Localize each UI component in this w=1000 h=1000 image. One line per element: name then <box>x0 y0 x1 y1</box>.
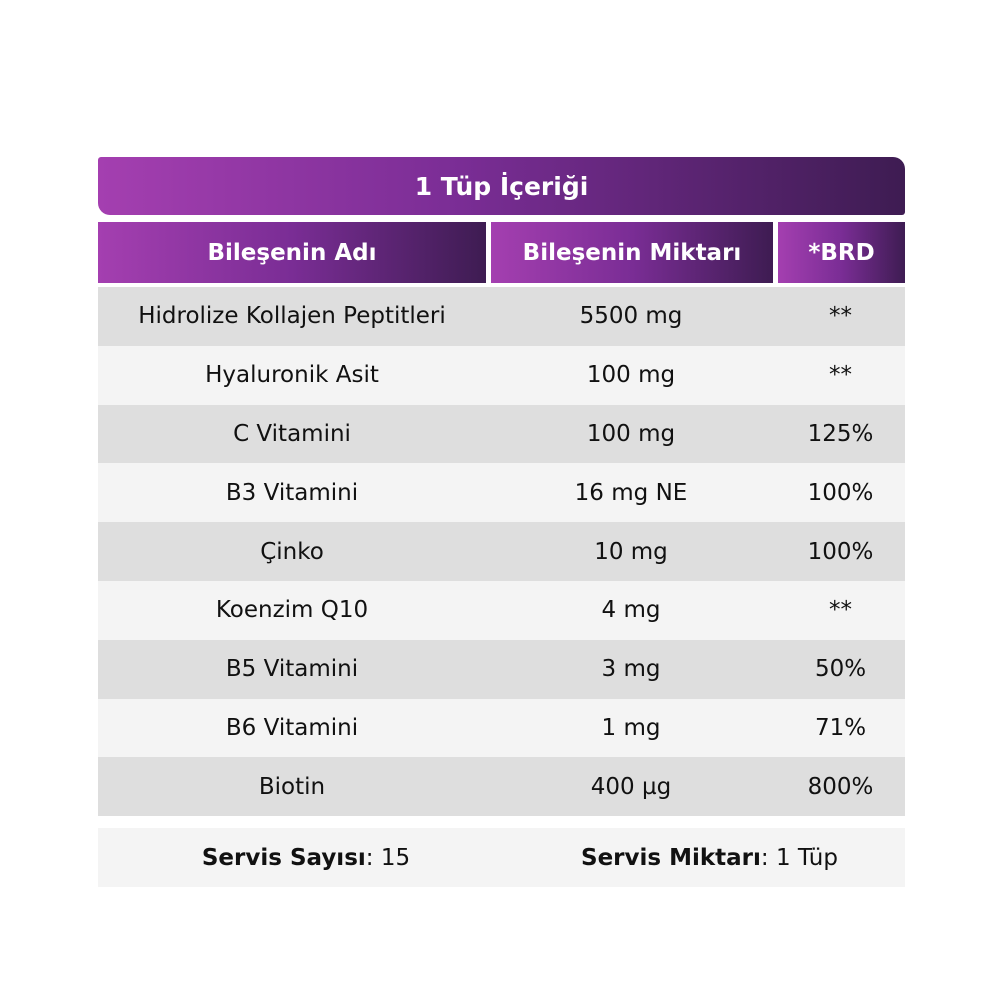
ingredient-brd: 71% <box>814 714 867 741</box>
ingredient-amount: 100 mg <box>586 420 676 447</box>
ingredient-name: Hyaluronik Asit <box>205 362 379 389</box>
table-row <box>98 405 905 464</box>
ingredient-name: B5 Vitamini <box>225 656 359 683</box>
servings-value: 15 <box>380 844 411 871</box>
column-header-amount: Bileşenin Miktarı <box>491 222 773 283</box>
serving-size-value: 1 Tüp <box>775 844 838 871</box>
ingredient-amount: 400 µg <box>590 773 672 800</box>
ingredient-table-body <box>98 287 905 816</box>
ingredient-name: Biotin <box>258 773 326 800</box>
ingredient-name: C Vitamini <box>233 420 351 447</box>
serving-size-label: Servis Miktarı <box>581 844 761 871</box>
table-row <box>98 522 905 581</box>
table-row <box>98 640 905 699</box>
ingredient-brd: 50% <box>814 656 867 683</box>
ingredient-name: B6 Vitamini <box>225 714 359 741</box>
ingredient-brd: 125% <box>807 420 874 447</box>
ingredient-brd: ** <box>829 597 852 624</box>
table-row <box>98 463 905 522</box>
ingredient-amount: 3 mg <box>601 656 661 683</box>
ingredient-amount: 16 mg NE <box>574 479 688 506</box>
column-header-name: Bileşenin Adı <box>98 222 486 283</box>
ingredient-name: B3 Vitamini <box>225 479 359 506</box>
table-title: 1 Tüp İçeriği <box>98 157 905 215</box>
ingredient-name: Koenzim Q10 <box>215 597 369 624</box>
ingredient-amount: 100 mg <box>586 362 676 389</box>
table-row <box>98 757 905 816</box>
servings-label: Servis Sayısı <box>201 844 366 871</box>
table-row <box>98 287 905 346</box>
ingredient-amount: 5500 mg <box>579 303 683 330</box>
ingredient-name: Çinko <box>260 538 324 565</box>
ingredient-brd: 800% <box>807 773 874 800</box>
column-header-brd: *BRD <box>778 222 905 283</box>
table-row <box>98 581 905 640</box>
servings-count: Servis Sayısı: 15 <box>201 844 411 871</box>
ingredient-amount: 4 mg <box>601 597 661 624</box>
ingredient-amount: 10 mg <box>594 538 668 565</box>
ingredient-name: Hidrolize Kollajen Peptitleri <box>138 303 446 330</box>
serving-size: Servis Miktarı: 1 Tüp <box>581 844 838 871</box>
ingredient-brd: ** <box>829 362 852 389</box>
ingredient-brd: 100% <box>807 538 874 565</box>
ingredient-amount: 1 mg <box>601 714 661 741</box>
ingredient-brd: ** <box>829 303 852 330</box>
serving-info-footer <box>98 828 905 887</box>
table-row <box>98 346 905 405</box>
table-row <box>98 699 905 758</box>
ingredient-brd: 100% <box>807 479 874 506</box>
